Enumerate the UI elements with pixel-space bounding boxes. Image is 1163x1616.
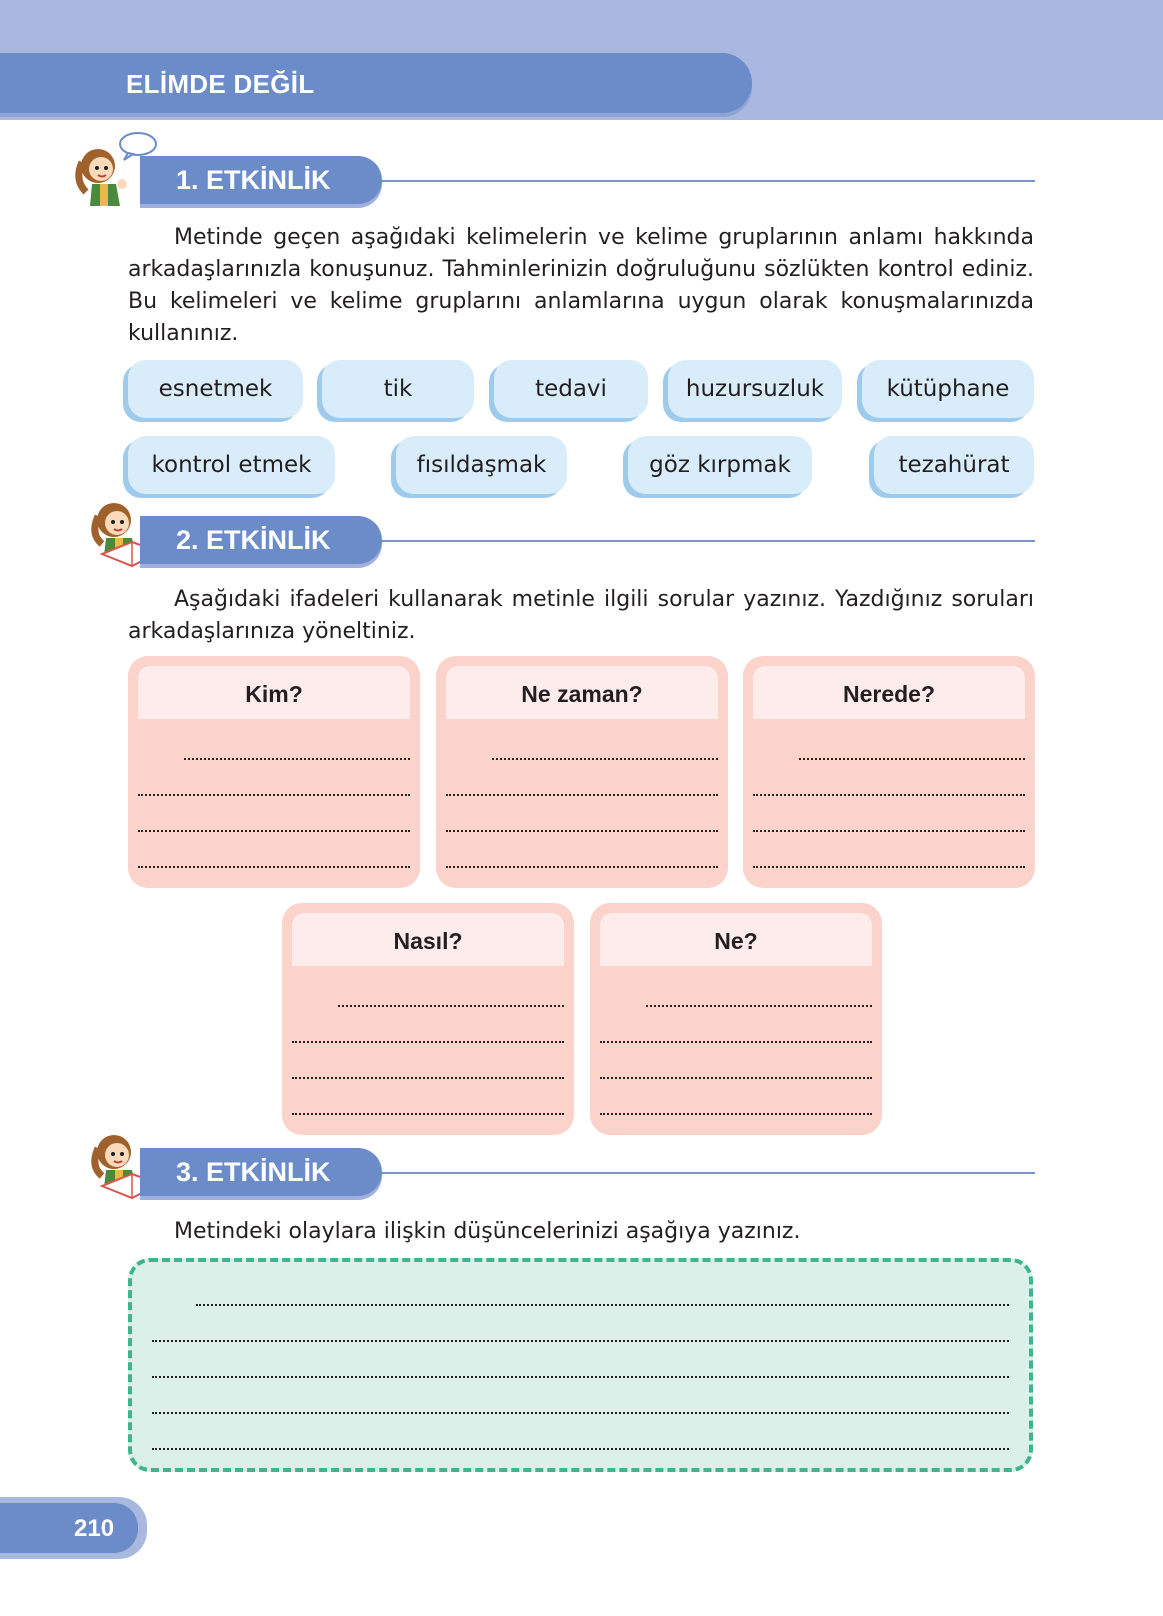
- question-label: Nerede?: [753, 666, 1025, 719]
- writing-line[interactable]: [152, 1376, 1009, 1378]
- activity-3-title: 3. ETKİNLİK: [176, 1157, 331, 1187]
- word-chip: tezahürat: [874, 436, 1034, 494]
- writing-line[interactable]: [196, 1304, 1009, 1306]
- activity-1-title: 1. ETKİNLİK: [176, 165, 331, 195]
- activity-2-instructions: Aşağıdaki ifadeleri kullanarak metinle ilgili sorular yazınız. Yazdığınız soruları arkadaşlarınıza yöneltiniz.: [128, 587, 1034, 644]
- answer-line[interactable]: [292, 1077, 564, 1079]
- activity-3-header: [0, 1148, 1163, 1208]
- question-label: Ne zaman?: [446, 666, 718, 719]
- activity-3-rule: [382, 1172, 1035, 1174]
- activity-2-rule: [382, 540, 1035, 542]
- answer-line[interactable]: [492, 758, 718, 760]
- word-chip: esnetmek: [128, 360, 303, 418]
- chapter-title: ELİMDE DEĞİL: [126, 69, 315, 99]
- activity-2-header: [0, 516, 1163, 576]
- writing-line[interactable]: [152, 1448, 1009, 1450]
- question-label: Nasıl?: [292, 913, 564, 966]
- page-number-pill: [0, 1503, 138, 1553]
- answer-line[interactable]: [338, 1005, 564, 1007]
- answer-line[interactable]: [184, 758, 410, 760]
- writing-line[interactable]: [152, 1340, 1009, 1342]
- question-card-who: [128, 656, 420, 888]
- activity-3-pill: [140, 1148, 382, 1196]
- question-card-where: [743, 656, 1035, 888]
- question-card-how: [282, 903, 574, 1135]
- answer-line[interactable]: [446, 794, 718, 796]
- answer-line[interactable]: [292, 1113, 564, 1115]
- answer-line[interactable]: [446, 866, 718, 868]
- activity-1-instructions: Metinde geçen aşağıdaki kelimelerin ve kelime gruplarının anlamı hakkında arkadaşlarınızla konuşunuz. Tahminlerinizin doğruluğunu sözlükten kontrol ediniz. Bu kelimeleri ve kelime gruplarını anlamlarına uygun olarak konuşmalarınızda kullanınız.: [128, 225, 1034, 346]
- answer-line[interactable]: [753, 794, 1025, 796]
- answer-line[interactable]: [753, 866, 1025, 868]
- chapter-title-bar: [0, 53, 752, 113]
- answer-line[interactable]: [799, 758, 1025, 760]
- word-chip: huzursuzluk: [668, 360, 842, 418]
- word-chip: tedavi: [494, 360, 648, 418]
- word-chip: göz kırpmak: [628, 436, 812, 494]
- page-number-tab: [0, 1497, 147, 1559]
- activity-1-rule: [382, 180, 1035, 182]
- answer-line[interactable]: [600, 1041, 872, 1043]
- answer-line[interactable]: [138, 866, 410, 868]
- word-chip: kütüphane: [862, 360, 1034, 418]
- answer-line[interactable]: [138, 794, 410, 796]
- activity-2-title: 2. ETKİNLİK: [176, 525, 331, 555]
- answer-line[interactable]: [646, 1005, 872, 1007]
- page-number: 210: [74, 1515, 115, 1542]
- thoughts-writing-box: [128, 1258, 1033, 1472]
- writing-line[interactable]: [152, 1412, 1009, 1414]
- word-chip: fısıldaşmak: [396, 436, 567, 494]
- activity-2-pill: [140, 516, 382, 564]
- activity-3-instructions: Metindeki olaylara ilişkin düşüncelerinizi aşağıya yazınız.: [174, 1219, 801, 1244]
- answer-line[interactable]: [753, 830, 1025, 832]
- answer-line[interactable]: [138, 830, 410, 832]
- word-chip: tik: [322, 360, 474, 418]
- answer-line[interactable]: [446, 830, 718, 832]
- question-card-when: [436, 656, 728, 888]
- question-label: Ne?: [600, 913, 872, 966]
- answer-line[interactable]: [292, 1041, 564, 1043]
- question-card-what: [590, 903, 882, 1135]
- word-chip: kontrol etmek: [128, 436, 335, 494]
- activity-1-header: [0, 156, 1163, 216]
- answer-line[interactable]: [600, 1113, 872, 1115]
- answer-line[interactable]: [600, 1077, 872, 1079]
- activity-1-pill: [140, 156, 382, 204]
- question-label: Kim?: [138, 666, 410, 719]
